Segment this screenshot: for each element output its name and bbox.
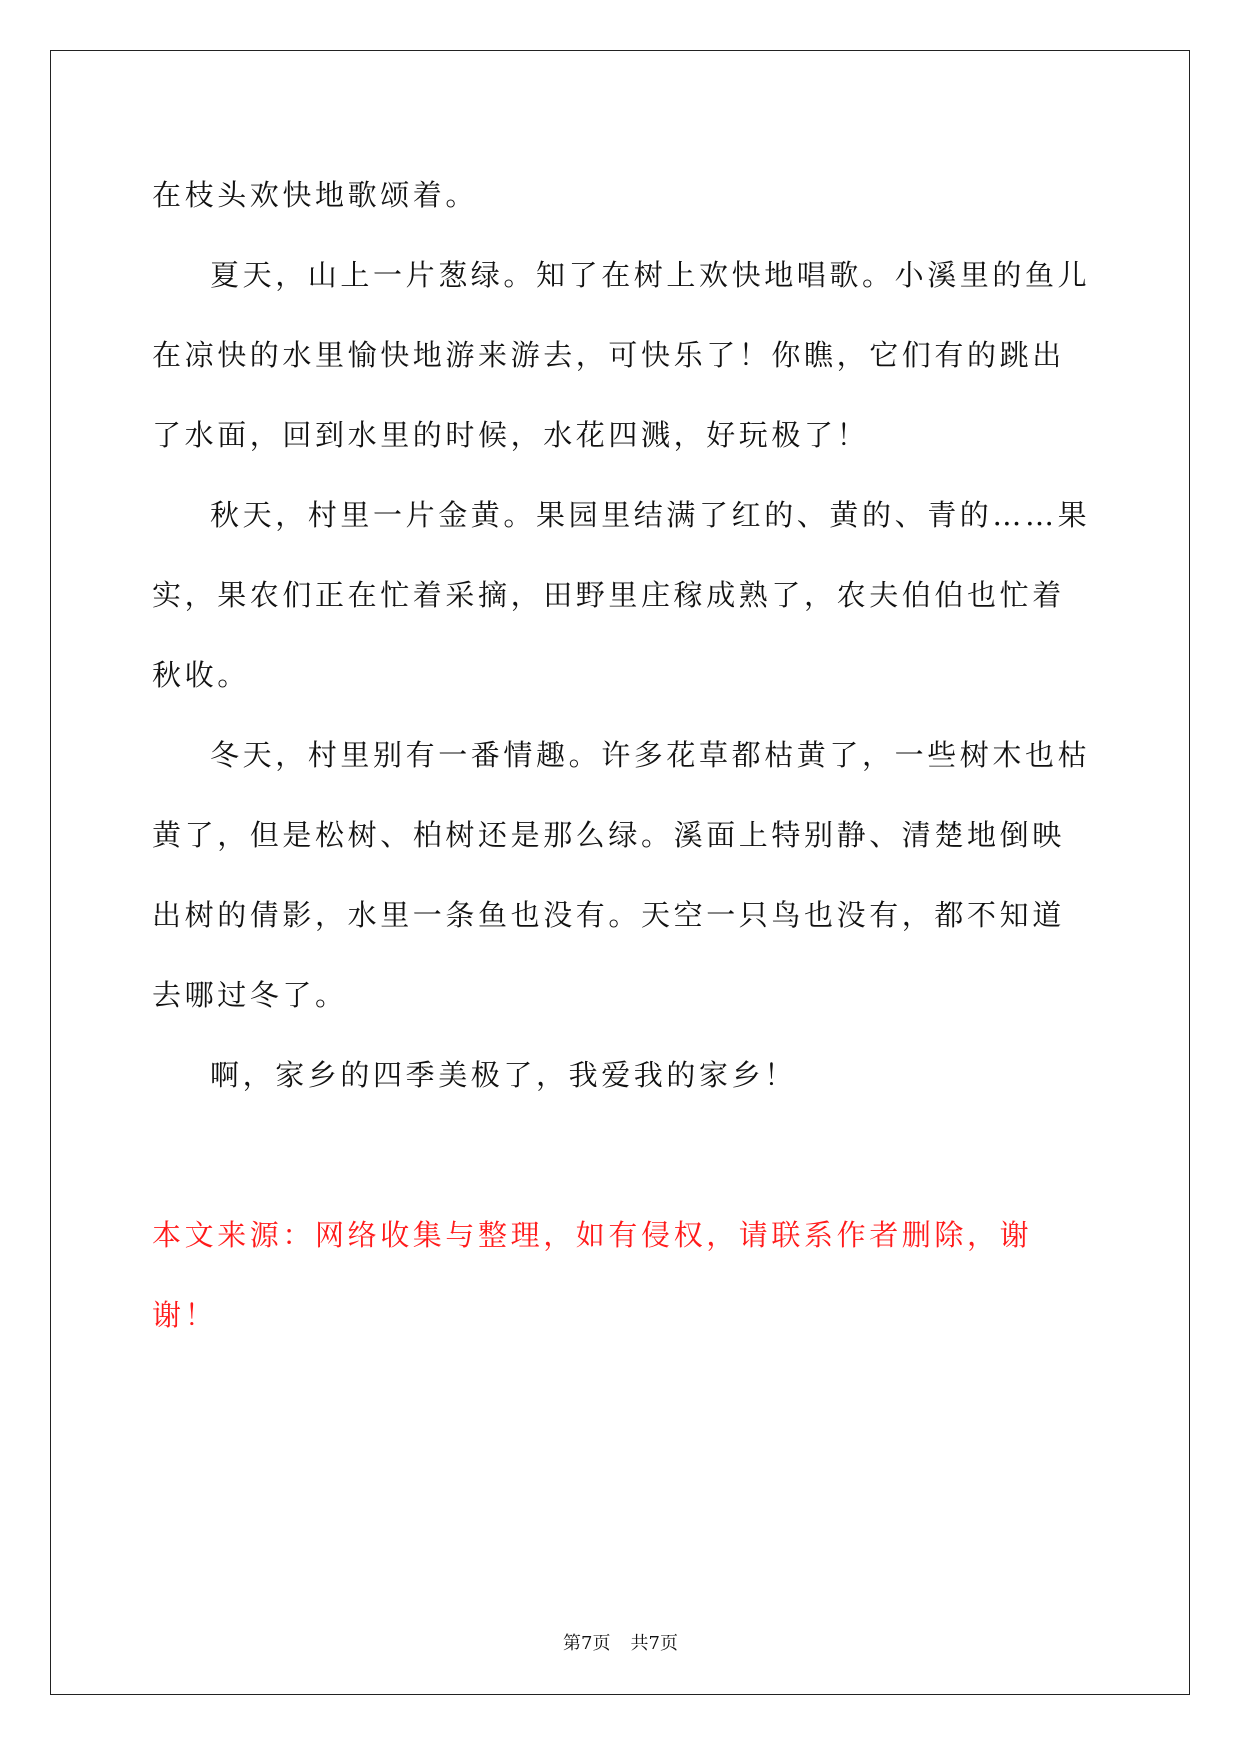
paragraph-1: 在枝头欢快地歌颂着。 [152, 178, 479, 212]
paragraph-conclusion: 啊，家乡的四季美极了，我爱我的家乡！ [210, 1058, 797, 1092]
paragraph-summer: 夏天，山上一片葱绿。知了在树上欢快地唱歌。小溪里的鱼儿在凉快的水里愉快地游来游去，可快乐了！你瞧，它们有的跳出了水面，回到水里的时候，水花四溅，好玩极了！ [152, 258, 1091, 452]
page-number-total: 共7页 [630, 1633, 678, 1654]
document-body [152, 155, 1092, 1355]
page-number-current: 第7页 [563, 1633, 611, 1654]
paragraph-autumn: 秋天，村里一片金黄。果园里结满了红的、黄的、青的……果实，果农们正在忙着采摘，田野里庄稼成熟了，农夫伯伯也忙着秋收。 [152, 498, 1091, 692]
source-note: 本文来源：网络收集与整理，如有侵权，请联系作者删除，谢谢！ [152, 1218, 1033, 1332]
page-footer [0, 1629, 1241, 1655]
paragraph-winter: 冬天，村里别有一番情趣。许多花草都枯黄了，一些树木也枯黄了，但是松树、柏树还是那么绿。溪面上特别静、清楚地倒映出树的倩影，水里一条鱼也没有。天空一只鸟也没有，都不知道去哪过冬了。 [152, 738, 1091, 1012]
